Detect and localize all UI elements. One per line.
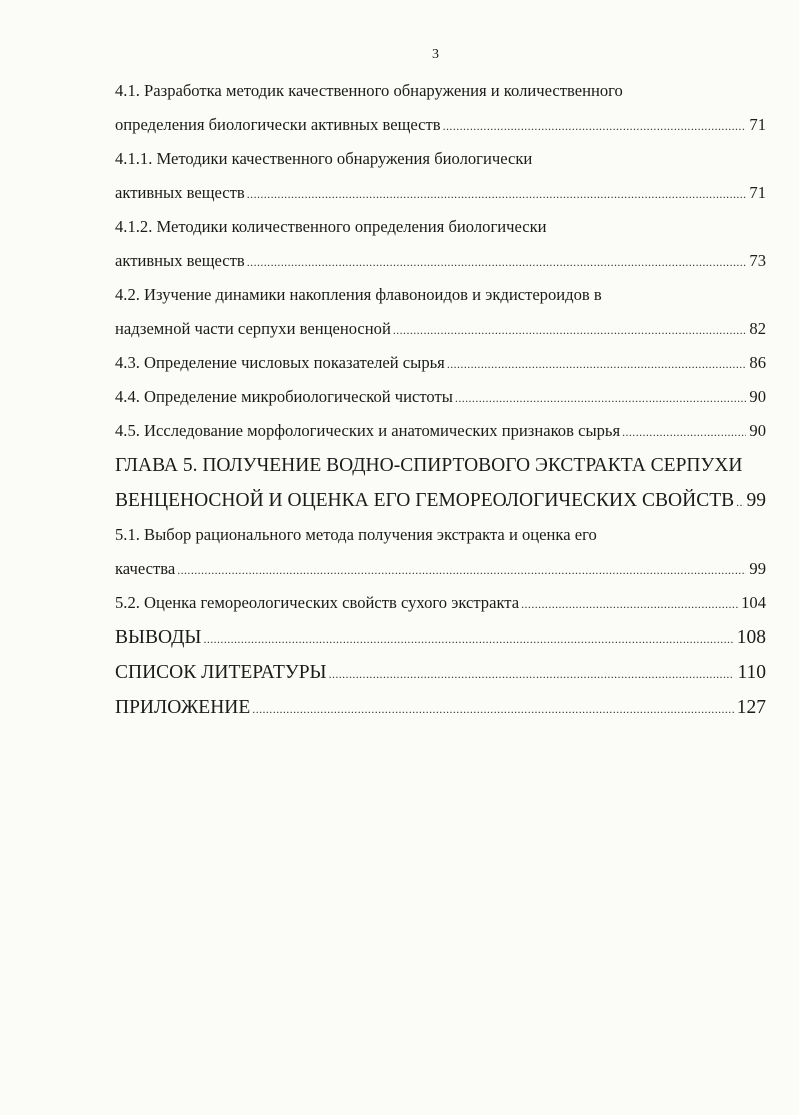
toc-entry-page-number: 108 bbox=[736, 627, 766, 648]
toc-entry-last-line bbox=[115, 483, 766, 518]
dot-leader bbox=[329, 657, 735, 692]
toc-entry-last-line bbox=[115, 244, 766, 278]
toc-entry-title: 4.1. Разработка методик качественного обнаружения и количественного bbox=[115, 81, 623, 100]
toc-entry-title: СПИСОК ЛИТЕРАТУРЫ bbox=[115, 662, 327, 683]
toc-entry-page-number: 90 bbox=[749, 387, 766, 406]
toc-entry-title: ПРИЛОЖЕНИЕ bbox=[115, 697, 251, 718]
toc-entry-title: 4.1.2. Методики количественного определения биологически bbox=[115, 217, 547, 236]
toc-entry-line bbox=[115, 210, 766, 244]
toc-entry-line bbox=[115, 278, 766, 312]
toc-entry bbox=[115, 210, 766, 278]
toc-entry-page-number: 99 bbox=[749, 559, 766, 578]
toc-entry-last-line bbox=[115, 552, 766, 586]
dot-leader bbox=[736, 485, 743, 520]
toc-entry bbox=[115, 414, 766, 448]
toc-entry-title: 4.3. Определение числовых показателей сырья bbox=[115, 353, 445, 372]
toc-entry bbox=[115, 448, 766, 518]
toc-entry-title: активных веществ bbox=[115, 183, 245, 202]
toc-entry bbox=[115, 380, 766, 414]
toc-entry-last-line bbox=[115, 655, 766, 690]
toc-entry bbox=[115, 655, 766, 690]
toc-entry bbox=[115, 346, 766, 380]
toc-entry-title: ВЕНЦЕНОСНОЙ И ОЦЕНКА ЕГО ГЕМОРЕОЛОГИЧЕСКИХ СВОЙСТВ bbox=[115, 490, 735, 511]
toc-entry-page-number: 127 bbox=[736, 697, 766, 718]
page-number: 3 bbox=[432, 47, 439, 62]
toc-entry-title: 5.1. Выбор рационального метода получения экстракта и оценка его bbox=[115, 525, 597, 544]
toc-entry-line bbox=[115, 74, 766, 108]
toc-entry-title: качества bbox=[115, 559, 176, 578]
toc-entry-last-line bbox=[115, 586, 766, 620]
toc-entry-page-number: 104 bbox=[741, 593, 766, 612]
toc-entry-title: 4.1.1. Методики качественного обнаружения биологически bbox=[115, 149, 533, 168]
dot-leader bbox=[521, 587, 738, 621]
toc-entry-page-number: 90 bbox=[749, 421, 766, 440]
toc-entry-title: определения биологически активных веществ bbox=[115, 115, 441, 134]
toc-entry-title: ГЛАВА 5. ПОЛУЧЕНИЕ ВОДНО-СПИРТОВОГО ЭКСТРАКТА СЕРПУХИ bbox=[115, 455, 743, 476]
toc-entry-page-number: 71 bbox=[749, 183, 766, 202]
dot-leader bbox=[393, 313, 747, 347]
toc-entry bbox=[115, 142, 766, 210]
dot-leader bbox=[203, 622, 733, 657]
toc-entry-line bbox=[115, 518, 766, 552]
toc-entry-page-number: 82 bbox=[749, 319, 766, 338]
toc-entry-page-number: 71 bbox=[749, 115, 766, 134]
toc-entry-title: активных веществ bbox=[115, 251, 245, 270]
dot-leader bbox=[252, 692, 733, 727]
toc-entry-last-line bbox=[115, 312, 766, 346]
dot-leader bbox=[443, 109, 747, 143]
toc-entry-line bbox=[115, 448, 766, 483]
toc-entry-last-line bbox=[115, 690, 766, 725]
toc-entry-last-line bbox=[115, 346, 766, 380]
toc-entry bbox=[115, 278, 766, 346]
toc-entry-title: 4.4. Определение микробиологической чистоты bbox=[115, 387, 453, 406]
dot-leader bbox=[622, 415, 746, 449]
toc-entry bbox=[115, 690, 766, 725]
toc-entry bbox=[115, 586, 766, 620]
toc-entry bbox=[115, 74, 766, 142]
toc-entry-title: 4.5. Исследование морфологических и анатомических признаков сырья bbox=[115, 421, 621, 440]
toc-entry-line bbox=[115, 142, 766, 176]
dot-leader bbox=[247, 245, 747, 279]
toc-entry-page-number: 99 bbox=[746, 490, 766, 511]
toc-entry-last-line bbox=[115, 414, 766, 448]
toc-entry-title: 5.2. Оценка гемореологических свойств сухого экстракта bbox=[115, 593, 520, 612]
toc-entry-page-number: 86 bbox=[749, 353, 766, 372]
toc-entry-last-line bbox=[115, 108, 766, 142]
dot-leader bbox=[177, 553, 746, 587]
toc-entry bbox=[115, 620, 766, 655]
dot-leader bbox=[455, 381, 746, 415]
toc-entry-title: надземной части серпухи венценосной bbox=[115, 319, 391, 338]
table-of-contents bbox=[115, 74, 766, 725]
toc-entry-last-line bbox=[115, 380, 766, 414]
toc-entry-last-line bbox=[115, 620, 766, 655]
toc-entry-title: 4.2. Изучение динамики накопления флавоноидов и экдистероидов в bbox=[115, 285, 602, 304]
dot-leader bbox=[247, 177, 747, 211]
toc-entry-page-number: 73 bbox=[749, 251, 766, 270]
toc-entry-last-line bbox=[115, 176, 766, 210]
toc-entry bbox=[115, 518, 766, 586]
toc-entry-title: ВЫВОДЫ bbox=[115, 627, 202, 648]
dot-leader bbox=[447, 347, 747, 381]
toc-entry-page-number: 110 bbox=[737, 662, 766, 683]
